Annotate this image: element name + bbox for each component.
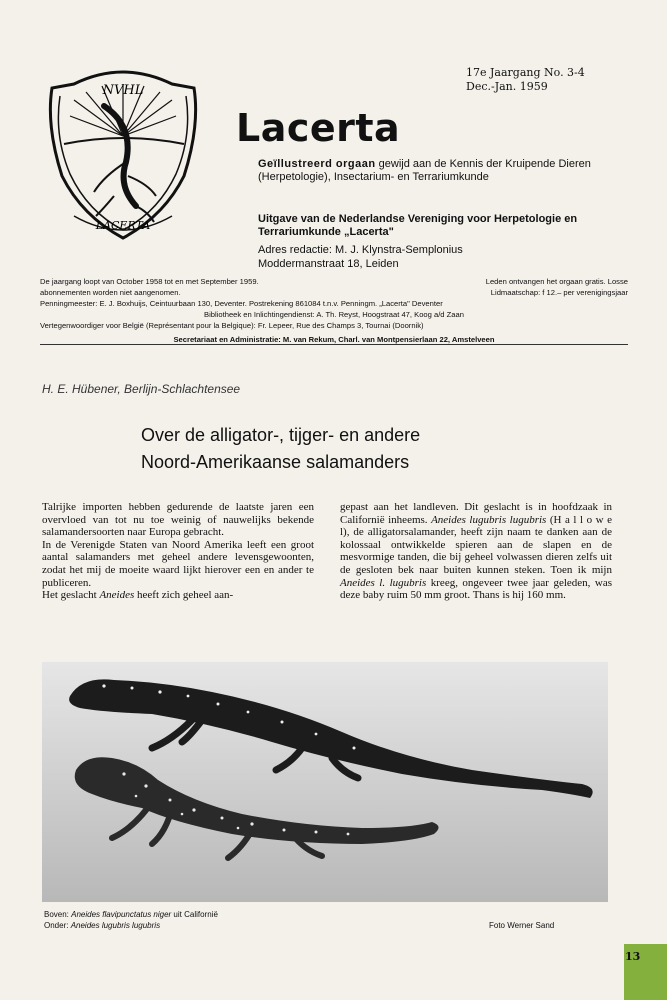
caption-bottom-species: Aneides lugubris lugubris <box>70 921 161 930</box>
smallprint-2-left: abonnementen worden niet aangenomen. <box>40 288 181 297</box>
headline-line-2: Noord-Amerikaanse salamanders <box>141 452 410 472</box>
left-p3-text-a: Het geslacht <box>42 589 100 602</box>
left-paragraph-2: In de Verenigde Staten van Noord Amerika leeft een groot aantal salamanders met geheel andere levensgewoonten, zodat het mij de moeite waard lijkt hierover een en ander te publiceren. <box>42 538 314 589</box>
smallprint-row-2 <box>40 287 628 298</box>
subtitle-bold: Geïllustreerd orgaan <box>258 158 376 170</box>
subtitle-rest: gewijd aan de Kennis der Kruipende Dieren (Herpetologie), Insectarium- en Terrariumkunde <box>258 158 591 183</box>
right-paragraph <box>340 501 612 602</box>
magazine-title: Lacerta <box>236 106 401 150</box>
emblem-text-bottom: LACERTA <box>95 219 151 232</box>
caption-top-lead: Boven: <box>44 910 72 919</box>
caption-bottom-lead: Onder: <box>44 921 71 930</box>
page-number: 13 <box>625 950 641 963</box>
right-species-1: Aneides lugubris lugubris <box>431 513 547 526</box>
right-text-a: gepast aan het landleven. Dit geslacht is in hoofdzaak in Californië inheems. <box>340 501 612 526</box>
smallprint-secretariat: Secretariaat en Administratie: M. van Rekum, Charl. van Montpensierlaan 22, Amstelveen <box>173 335 495 344</box>
left-paragraph-3 <box>42 589 314 602</box>
address-line-1: Adres redactie: M. J. Klynstra-Semplonius <box>258 244 463 256</box>
caption-top-rest: uit Californië <box>171 910 218 919</box>
article-column-left <box>42 501 314 602</box>
subscription-info <box>40 276 628 345</box>
left-paragraph-1: Talrijke importen hebben gedurende de laatste jaren een overvloed van tot nu toe weinig of nauwelijks bekende salamandersoorten naar Europa gebracht. <box>42 501 314 539</box>
right-text-c: kreeg, ongeveer twee jaar geleden, was deze baby ruim 50 mm groot. Thans is hij 160 mm. <box>340 576 612 602</box>
smallprint-library: Bibliotheek en Inlichtingendienst: A. Th. Reyst, Hoogstraat 47, Koog a/d Zaan <box>204 310 464 319</box>
address-line-2: Moddermanstraat 18, Leiden <box>258 258 399 270</box>
emblem-text-top: NVHL <box>102 83 144 98</box>
smallprint-2-right: Lidmaatschap: f 12.– per verenigingsjaar <box>490 288 628 297</box>
article-author: H. E. Hübener, Berlijn-Schlachtensee <box>42 382 241 396</box>
caption-bottom <box>44 920 218 931</box>
article-headline <box>141 422 420 476</box>
photo-captions <box>44 909 218 931</box>
caption-top-species: Aneides flavipunctatus niger <box>71 910 172 919</box>
editorial-address <box>258 243 618 271</box>
smallprint-1-left: De jaargang loopt van October 1958 tot en met September 1959. <box>40 277 259 286</box>
smallprint-treasurer: Penningmeester: E. J. Boxhuijs, Ceintuurbaan 130, Deventer. Postrekening 861084 t.n.v. Penningm. „Lacerta" Deventer <box>40 299 443 308</box>
left-p3-genus: Aneides <box>99 589 135 602</box>
issue-info <box>466 66 585 94</box>
header-divider <box>40 344 628 345</box>
issue-volume: 17e Jaargang No. 3-4 <box>466 66 585 79</box>
salamander-photo <box>42 662 608 902</box>
lacerta-emblem-logo <box>44 66 202 242</box>
headline-line-1: Over de alligator-, tijger- en andere <box>141 425 421 445</box>
caption-top <box>44 909 218 920</box>
right-species-2: Aneides l. lugubris <box>340 576 427 589</box>
smallprint-belgium: Vertegenwoordiger voor België (Représentant pour la Belgique): Fr. Lepeer, Rue des Champs 3, Tournai (Doornik) <box>40 321 424 330</box>
article-column-right <box>340 501 612 602</box>
right-text-b: (H a l l o w e l), de alligatorsalamander, heeft zijn naam te danken aan de kolossaal ontwikkelde spieren aan de slapen en de mesvormige tanden, die bij geheel volwassen dieren zelfs uit de gesloten bek naar buiten kunnen steken. Toen ik mijn <box>340 513 612 576</box>
smallprint-1-right: Leden ontvangen het orgaan gratis. Losse <box>485 277 628 286</box>
photo-credit: Foto Werner Sand <box>489 921 555 930</box>
issue-date: Dec.-Jan. 1959 <box>466 80 548 93</box>
smallprint-row-1 <box>40 276 628 287</box>
magazine-subtitle <box>258 158 618 184</box>
publisher-line: Uitgave van de Nederlandse Vereniging voor Herpetologie en Terrariumkunde „Lacerta" <box>258 213 578 238</box>
left-p3-text-b: heeft zich geheel aan- <box>134 589 234 602</box>
